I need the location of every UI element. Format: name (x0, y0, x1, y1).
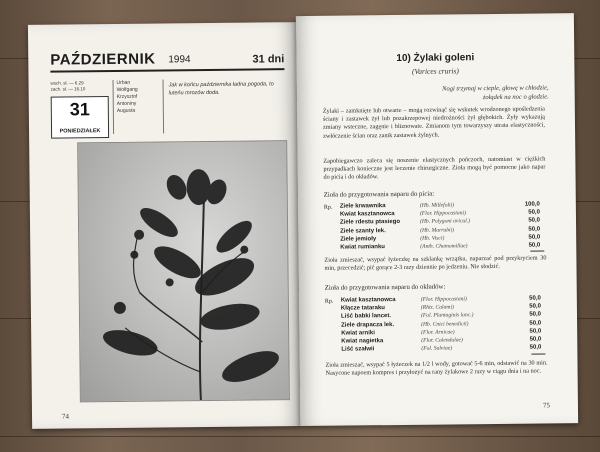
plant-photo (77, 140, 290, 402)
compress-recipe-list (341, 295, 542, 354)
herb-latin: (Hb. Visci) (420, 235, 445, 242)
drink-recipe-list (340, 201, 541, 252)
herb-name: Ziele drapacza lek. (341, 321, 395, 329)
herb-quantity: 50,0 (529, 311, 542, 319)
herb-name: Ziele rdestu ptasiego (339, 219, 401, 226)
recipe-sum-line (531, 353, 545, 354)
herb-quantity: 50,0 (529, 320, 542, 327)
chapter-subtitle: (Varices cruris) (411, 66, 459, 76)
day-number-box (51, 96, 109, 139)
sunset-time: zach. sł. — 16.10 (50, 86, 86, 92)
prevention-paragraph: Zapobiegawczo zaleca się noszenie elastycznych pończoch, natomiast w ciężkich przypadkach konieczne jest leczenie chirurgiczne. Zioła mogą być pomocne jako napar do picia i do okładów. (323, 155, 546, 182)
drink-instructions: Zioła zmieszać, wsypać łyżeczkę na szklankę wrzątku, naparzać pod przykryciem 30 min, przecedzić; pić gorące 2-3 razy dziennie po jedzeniu. Nie słodzić. (324, 254, 547, 272)
herb-quantity: 50,0 (528, 242, 541, 249)
herb-quantity: 50,0 (529, 328, 542, 335)
motto (442, 83, 549, 102)
name-day: Krzysztof (116, 93, 138, 100)
herb-name: Ziele krwawnika (339, 203, 386, 210)
right-page-number: 75 (542, 401, 550, 410)
herb-quantity: 50,0 (528, 234, 541, 241)
herb-quantity: 50,0 (529, 344, 542, 351)
herb-latin: (Hb. Marrubii) (420, 226, 455, 234)
weekday-label: PONIEDZIAŁEK (59, 128, 101, 135)
herb-quantity: 50,0 (528, 209, 540, 216)
herb-latin: (Hb. Millefolii) (419, 202, 455, 209)
sun-times (51, 80, 109, 93)
motto-line: Nogi trzymaj w cieple, głowę w chłodzie, (442, 84, 549, 93)
left-page-number: 74 (61, 412, 70, 421)
recipe-row (341, 344, 541, 354)
herb-name: Kłącze tataraku (340, 305, 385, 312)
rp-label: Rp. (324, 298, 334, 305)
herb-quantity: 50,0 (528, 217, 541, 225)
name-day: Augusta (116, 107, 136, 114)
herb-latin: (Flor. Arnicae) (421, 329, 455, 336)
herb-quantity: 50,0 (529, 336, 542, 343)
herb-latin: (Fol. Plantaginis lanc.) (420, 312, 474, 320)
herb-quantity: 50,0 (529, 303, 541, 310)
calendar-day-info (50, 74, 285, 142)
herb-quantity: 50,0 (529, 295, 541, 302)
herb-name: Ziele jemioły (340, 235, 377, 243)
herb-name: Kwiat kasztanowca (340, 297, 396, 304)
herb-quantity: 100,0 (524, 201, 540, 208)
name-day: Antoniny (116, 100, 137, 107)
recipe-sum-line (530, 250, 544, 251)
motto-line: żołądek na noc o głodzie. (482, 93, 549, 102)
herb-name: Liść babki lancet. (340, 313, 392, 320)
name-day: Urban (116, 79, 131, 86)
herb-quantity: 50,0 (528, 226, 541, 233)
left-page (28, 22, 300, 429)
recipe-row (340, 241, 540, 251)
compress-recipe-heading: Zioła do przygotowania naparu do okładów: (324, 283, 446, 292)
chapter-title: 10) Żylaki goleni (396, 52, 475, 65)
year-label: 1994 (168, 54, 191, 66)
open-book (28, 9, 578, 433)
herb-name: Kwiat arniki (341, 330, 375, 337)
days-count: 31 dni (252, 53, 285, 66)
sunrise-time: wsch. sł. — 6.29 (50, 80, 84, 86)
compress-instructions: Zioła zmieszać, wsypać 5 łyżeczek na 1/2 l wody, gotować 5-6 min, odstawić na 30 min. Nasycone napoem kompres i przyłożyć na rany żylakowe 2 razy w ciągu dnia i na noc. (325, 359, 548, 377)
month-header (50, 46, 284, 72)
name-days (113, 79, 165, 134)
drink-recipe-heading: Zioła do przygotowania naparu do picia: (323, 190, 435, 199)
herb-name: Kwiat rumianku (340, 244, 385, 251)
intro-paragraph: Żylaki – zamknięte lub otwarte – mogą rozwinąć się wskutek wrodzonego upośledzenia ściany i zastawek żył lub pozakrzepowej niedrożności żył głębokich. Żyły wykazują zmiany wsteczne, zagęnie i bliznowate. Zmianom tym towarzyszy utrata elastyczności, zwłóczenie ścian oraz zanik zastawek żylnych. (322, 105, 546, 140)
herb-name: Liść szałwii (341, 346, 375, 353)
herb-latin: (Flor. Hippocastani) (420, 296, 467, 303)
herb-latin: (Hb. Polygoni avicul.) (419, 218, 471, 226)
herb-name: Kwiat nagietka (341, 338, 384, 345)
rp-label: Rp. (323, 204, 333, 211)
herb-latin: (Hb. Cnici benedicti) (421, 320, 469, 328)
herb-latin: (Fol. Salviae) (421, 345, 453, 352)
plant-illustration (78, 141, 289, 401)
month-title: PAŹDZIERNIK (50, 50, 156, 69)
day-number: 31 (69, 99, 90, 120)
herb-latin: (Rhiz. Calami) (420, 304, 454, 311)
herb-name: Kwiat kasztanowca (339, 211, 395, 218)
weather-saying: Jak w końcu października ładna pogoda, to luteńu mrozów doda. (168, 81, 274, 97)
right-page (296, 13, 578, 426)
herb-latin: (Flor. Hippocastani) (419, 210, 466, 217)
name-day: Wolfgang (116, 86, 138, 93)
herb-latin: (Anth. Chamomillae) (420, 243, 468, 250)
herb-latin: (Flor. Calendulae) (421, 337, 463, 344)
herb-name: Ziele szanty lek. (340, 227, 386, 235)
